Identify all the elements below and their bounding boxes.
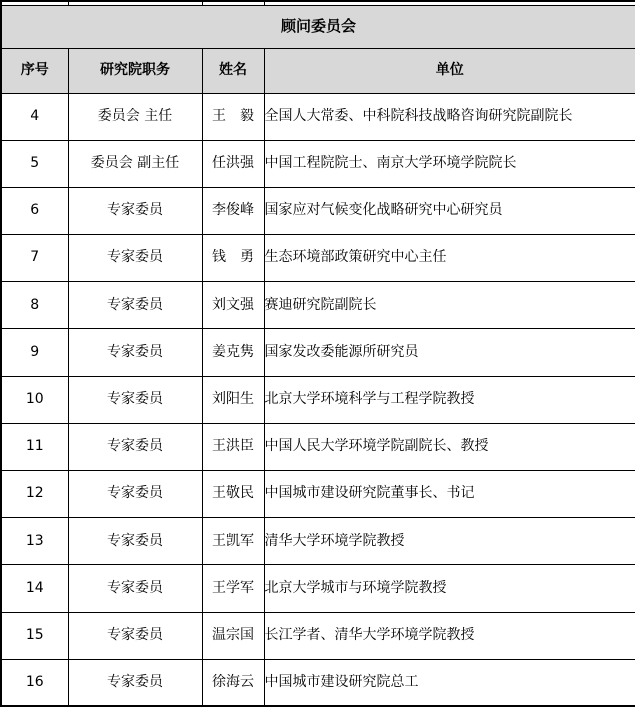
row-unit: 北京大学环境科学与工程学院教授 [264, 376, 635, 423]
table-row [1, 282, 635, 329]
row-name: 李俊峰 [202, 187, 264, 234]
row-name: 钱 勇 [202, 235, 264, 282]
table-row [1, 187, 635, 234]
row-number: 8 [1, 282, 68, 329]
row-number: 4 [1, 93, 68, 140]
row-position: 专家委员 [68, 423, 202, 470]
row-name: 温宗国 [202, 612, 264, 659]
row-name: 王学军 [202, 565, 264, 612]
row-name: 姜克隽 [202, 329, 264, 376]
row-name: 任洪强 [202, 140, 264, 187]
row-name: 王洪臣 [202, 423, 264, 470]
row-position: 专家委员 [68, 471, 202, 518]
row-number: 16 [1, 659, 68, 706]
row-unit: 长江学者、清华大学环境学院教授 [264, 612, 635, 659]
table-row [1, 518, 635, 565]
row-position: 专家委员 [68, 518, 202, 565]
table-row [1, 565, 635, 612]
row-number: 9 [1, 329, 68, 376]
column-header-position: 研究院职务 [68, 48, 202, 93]
table-row [1, 423, 635, 470]
row-name: 王 毅 [202, 93, 264, 140]
row-unit: 中国城市建设研究院董事长、书记 [264, 471, 635, 518]
row-number: 5 [1, 140, 68, 187]
table-row [1, 140, 635, 187]
row-number: 10 [1, 376, 68, 423]
column-header-no: 序号 [1, 48, 68, 93]
column-header-unit: 单位 [264, 48, 635, 93]
row-unit: 北京大学城市与环境学院教授 [264, 565, 635, 612]
table-row [1, 93, 635, 140]
row-unit: 生态环境部政策研究中心主任 [264, 235, 635, 282]
table-header-row [1, 48, 635, 93]
row-position: 专家委员 [68, 612, 202, 659]
row-unit: 中国工程院院士、南京大学环境学院院长 [264, 140, 635, 187]
row-position: 专家委员 [68, 235, 202, 282]
column-header-name: 姓名 [202, 48, 264, 93]
row-unit: 赛迪研究院副院长 [264, 282, 635, 329]
row-number: 11 [1, 423, 68, 470]
row-number: 13 [1, 518, 68, 565]
row-number: 7 [1, 235, 68, 282]
row-unit: 全国人大常委、中科院科技战略咨询研究院副院长 [264, 93, 635, 140]
table-row [1, 471, 635, 518]
row-unit: 国家应对气候变化战略研究中心研究员 [264, 187, 635, 234]
table-row [1, 376, 635, 423]
table-row [1, 659, 635, 706]
row-position: 专家委员 [68, 565, 202, 612]
row-position: 专家委员 [68, 659, 202, 706]
row-unit: 中国城市建设研究院总工 [264, 659, 635, 706]
table-row [1, 612, 635, 659]
table-title: 顾问委员会 [1, 5, 635, 48]
row-unit: 国家发改委能源所研究员 [264, 329, 635, 376]
row-number: 15 [1, 612, 68, 659]
row-name: 王凯军 [202, 518, 264, 565]
row-name: 徐海云 [202, 659, 264, 706]
row-position: 专家委员 [68, 376, 202, 423]
row-number: 14 [1, 565, 68, 612]
table-row [1, 235, 635, 282]
row-name: 刘阳生 [202, 376, 264, 423]
row-name: 王敬民 [202, 471, 264, 518]
table-title-row [1, 5, 635, 48]
row-number: 12 [1, 471, 68, 518]
row-position: 委员会 副主任 [68, 140, 202, 187]
row-position: 专家委员 [68, 187, 202, 234]
row-position: 委员会 主任 [68, 93, 202, 140]
row-number: 6 [1, 187, 68, 234]
row-unit: 清华大学环境学院教授 [264, 518, 635, 565]
row-position: 专家委员 [68, 329, 202, 376]
row-name: 刘文强 [202, 282, 264, 329]
row-position: 专家委员 [68, 282, 202, 329]
row-unit: 中国人民大学环境学院副院长、教授 [264, 423, 635, 470]
table-row [1, 329, 635, 376]
